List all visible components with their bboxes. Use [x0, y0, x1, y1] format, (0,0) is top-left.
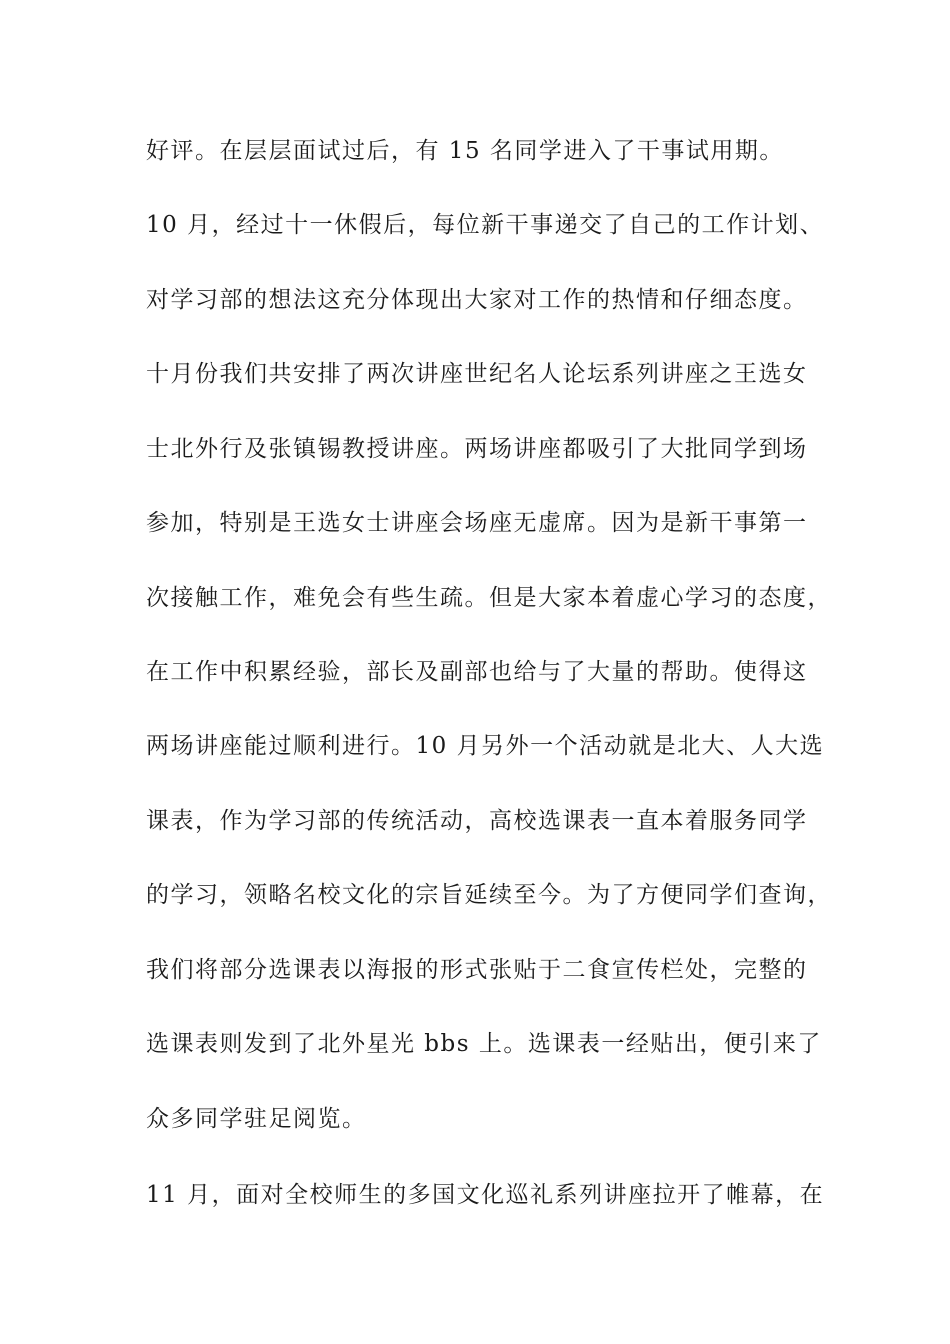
text-line-4: 十月份我们共安排了两次讲座世纪名人论坛系列讲座之王选女: [146, 361, 808, 387]
text-line-12: 我们将部分选课表以海报的形式张贴于二食宣传栏处，完整的: [146, 957, 808, 983]
text-line-7: 次接触工作，难免会有些生疏。但是大家本着虚心学习的态度，: [146, 585, 832, 611]
text-line-15: 11 月，面对全校师生的多国文化巡礼系列讲座拉开了帷幕，在: [146, 1182, 825, 1208]
text-line-8: 在工作中积累经验，部长及副部也给与了大量的帮助。使得这: [146, 659, 808, 685]
text-line-10: 课表，作为学习部的传统活动，高校选课表一直本着服务同学: [146, 808, 808, 834]
text-line-11: 的学习，领略名校文化的宗旨延续至今。为了方便同学们查询，: [146, 882, 832, 908]
text-line-6: 参加，特别是王选女士讲座会场座无虚席。因为是新干事第一: [146, 510, 808, 536]
text-line-2: 10 月，经过十一休假后，每位新干事递交了自己的工作计划、: [146, 212, 825, 238]
text-line-3: 对学习部的想法这充分体现出大家对工作的热情和仔细态度。: [146, 287, 808, 313]
text-line-13: 选课表则发到了北外星光 bbs 上。选课表一经贴出，便引来了: [146, 1031, 822, 1057]
text-line-9: 两场讲座能过顺利进行。10 月另外一个活动就是北大、人大选: [146, 733, 825, 759]
text-line-1: 好评。在层层面试过后，有 15 名同学进入了干事试用期。: [146, 138, 784, 164]
text-line-5: 士北外行及张镇锡教授讲座。两场讲座都吸引了大批同学到场: [146, 436, 808, 462]
text-line-14: 众多同学驻足阅览。: [146, 1106, 367, 1132]
